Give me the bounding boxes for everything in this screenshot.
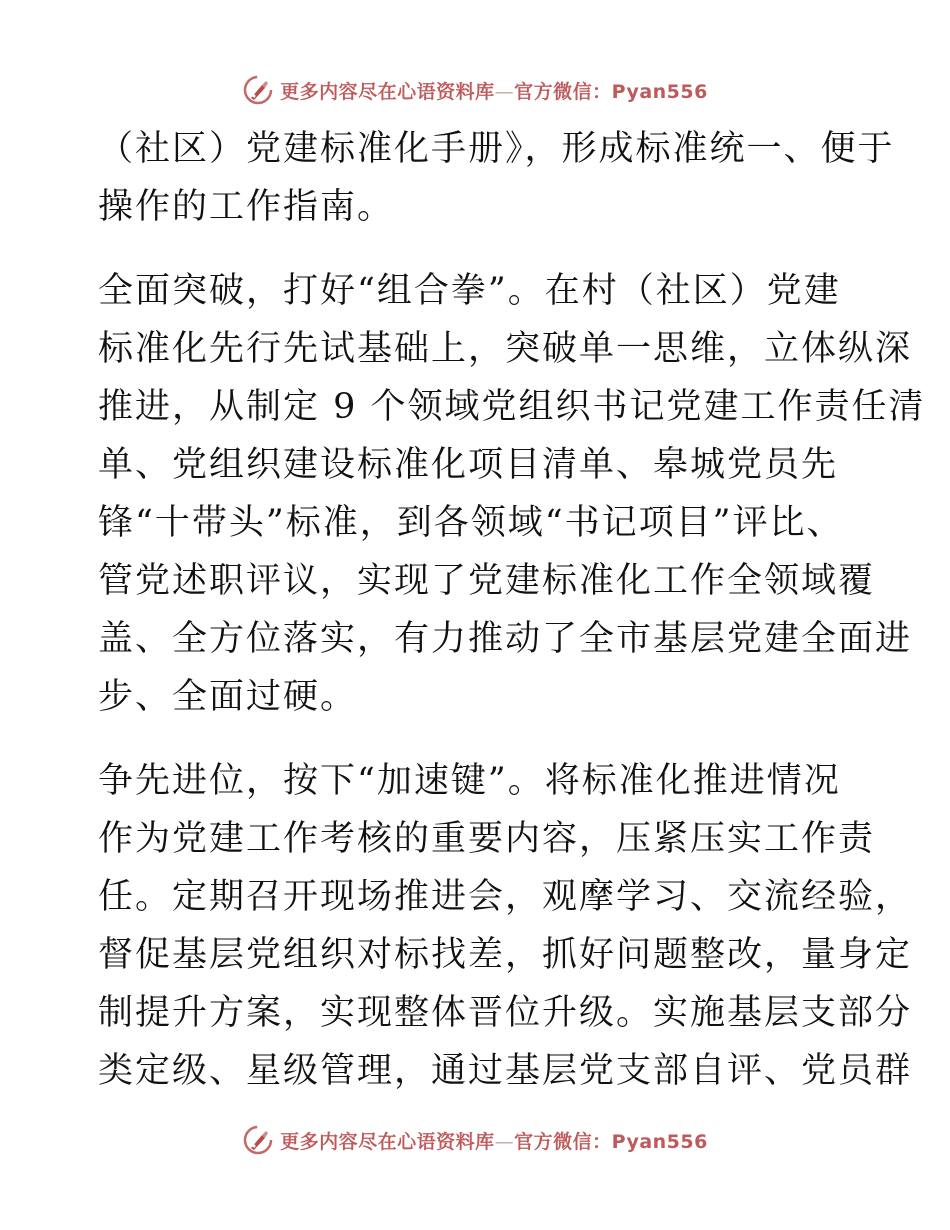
footer-banner — [0, 1120, 950, 1160]
text-line: 标准化先行先试基础上，突破单一思维，立体纵深 — [98, 329, 913, 369]
text-line: 操作的工作指南。 — [98, 187, 395, 227]
text-line: 推进，从制定 9 个领域党组织书记党建工作责任清 — [98, 387, 926, 427]
text-line: 管党述职评议，实现了党建标准化工作全领域覆 — [98, 561, 876, 601]
banner-dash: — — [494, 1130, 515, 1153]
banner-text — [280, 1127, 708, 1154]
text-line: 争先进位，按下“加速键”。将标准化推进情况 — [98, 761, 841, 801]
text-line: 作为党建工作考核的重要内容，压紧压实工作责 — [98, 819, 876, 859]
header-banner — [0, 70, 950, 110]
text-line: 盖、全方位落实，有力推动了全市基层党建全面进 — [98, 619, 913, 659]
paragraph-1 — [98, 120, 895, 236]
text-line: （社区）党建标准化手册》，形成标准统一、便于 — [98, 129, 895, 169]
pen-nib-logo-icon — [242, 1124, 274, 1156]
banner-main-text: 更多内容尽在心语资料库 — [280, 80, 495, 103]
text-line: 督促基层党组织对标找差，抓好问题整改，量身定 — [98, 935, 913, 975]
pen-nib-logo-icon — [242, 74, 274, 106]
banner-main-text: 更多内容尽在心语资料库 — [280, 1130, 495, 1153]
paragraph-2 — [98, 262, 926, 726]
text-line: 锋“十带头”标准，到各领域“书记项目”评比、 — [98, 503, 844, 543]
banner-sub-text: 官方微信： — [514, 1130, 612, 1153]
banner-dash: — — [494, 80, 515, 103]
text-line: 步、全面过硬。 — [98, 677, 358, 717]
document-body — [98, 120, 926, 1100]
banner-sub-text: 官方微信： — [514, 80, 612, 103]
paragraph-3 — [98, 752, 913, 1100]
text-line: 制提升方案，实现整体晋位升级。实施基层支部分 — [98, 993, 913, 1033]
banner-wechat-id: Pyan556 — [611, 1130, 708, 1153]
text-line: 任。定期召开现场推进会，观摩学习、交流经验， — [98, 877, 913, 917]
text-line: 类定级、星级管理，通过基层党支部自评、党员群 — [98, 1051, 913, 1091]
text-line: 全面突破，打好“组合拳”。在村（社区）党建 — [98, 271, 841, 311]
banner-text — [280, 77, 708, 104]
banner-wechat-id: Pyan556 — [611, 80, 708, 103]
text-line: 单、党组织建设标准化项目清单、皋城党员先 — [98, 445, 839, 485]
